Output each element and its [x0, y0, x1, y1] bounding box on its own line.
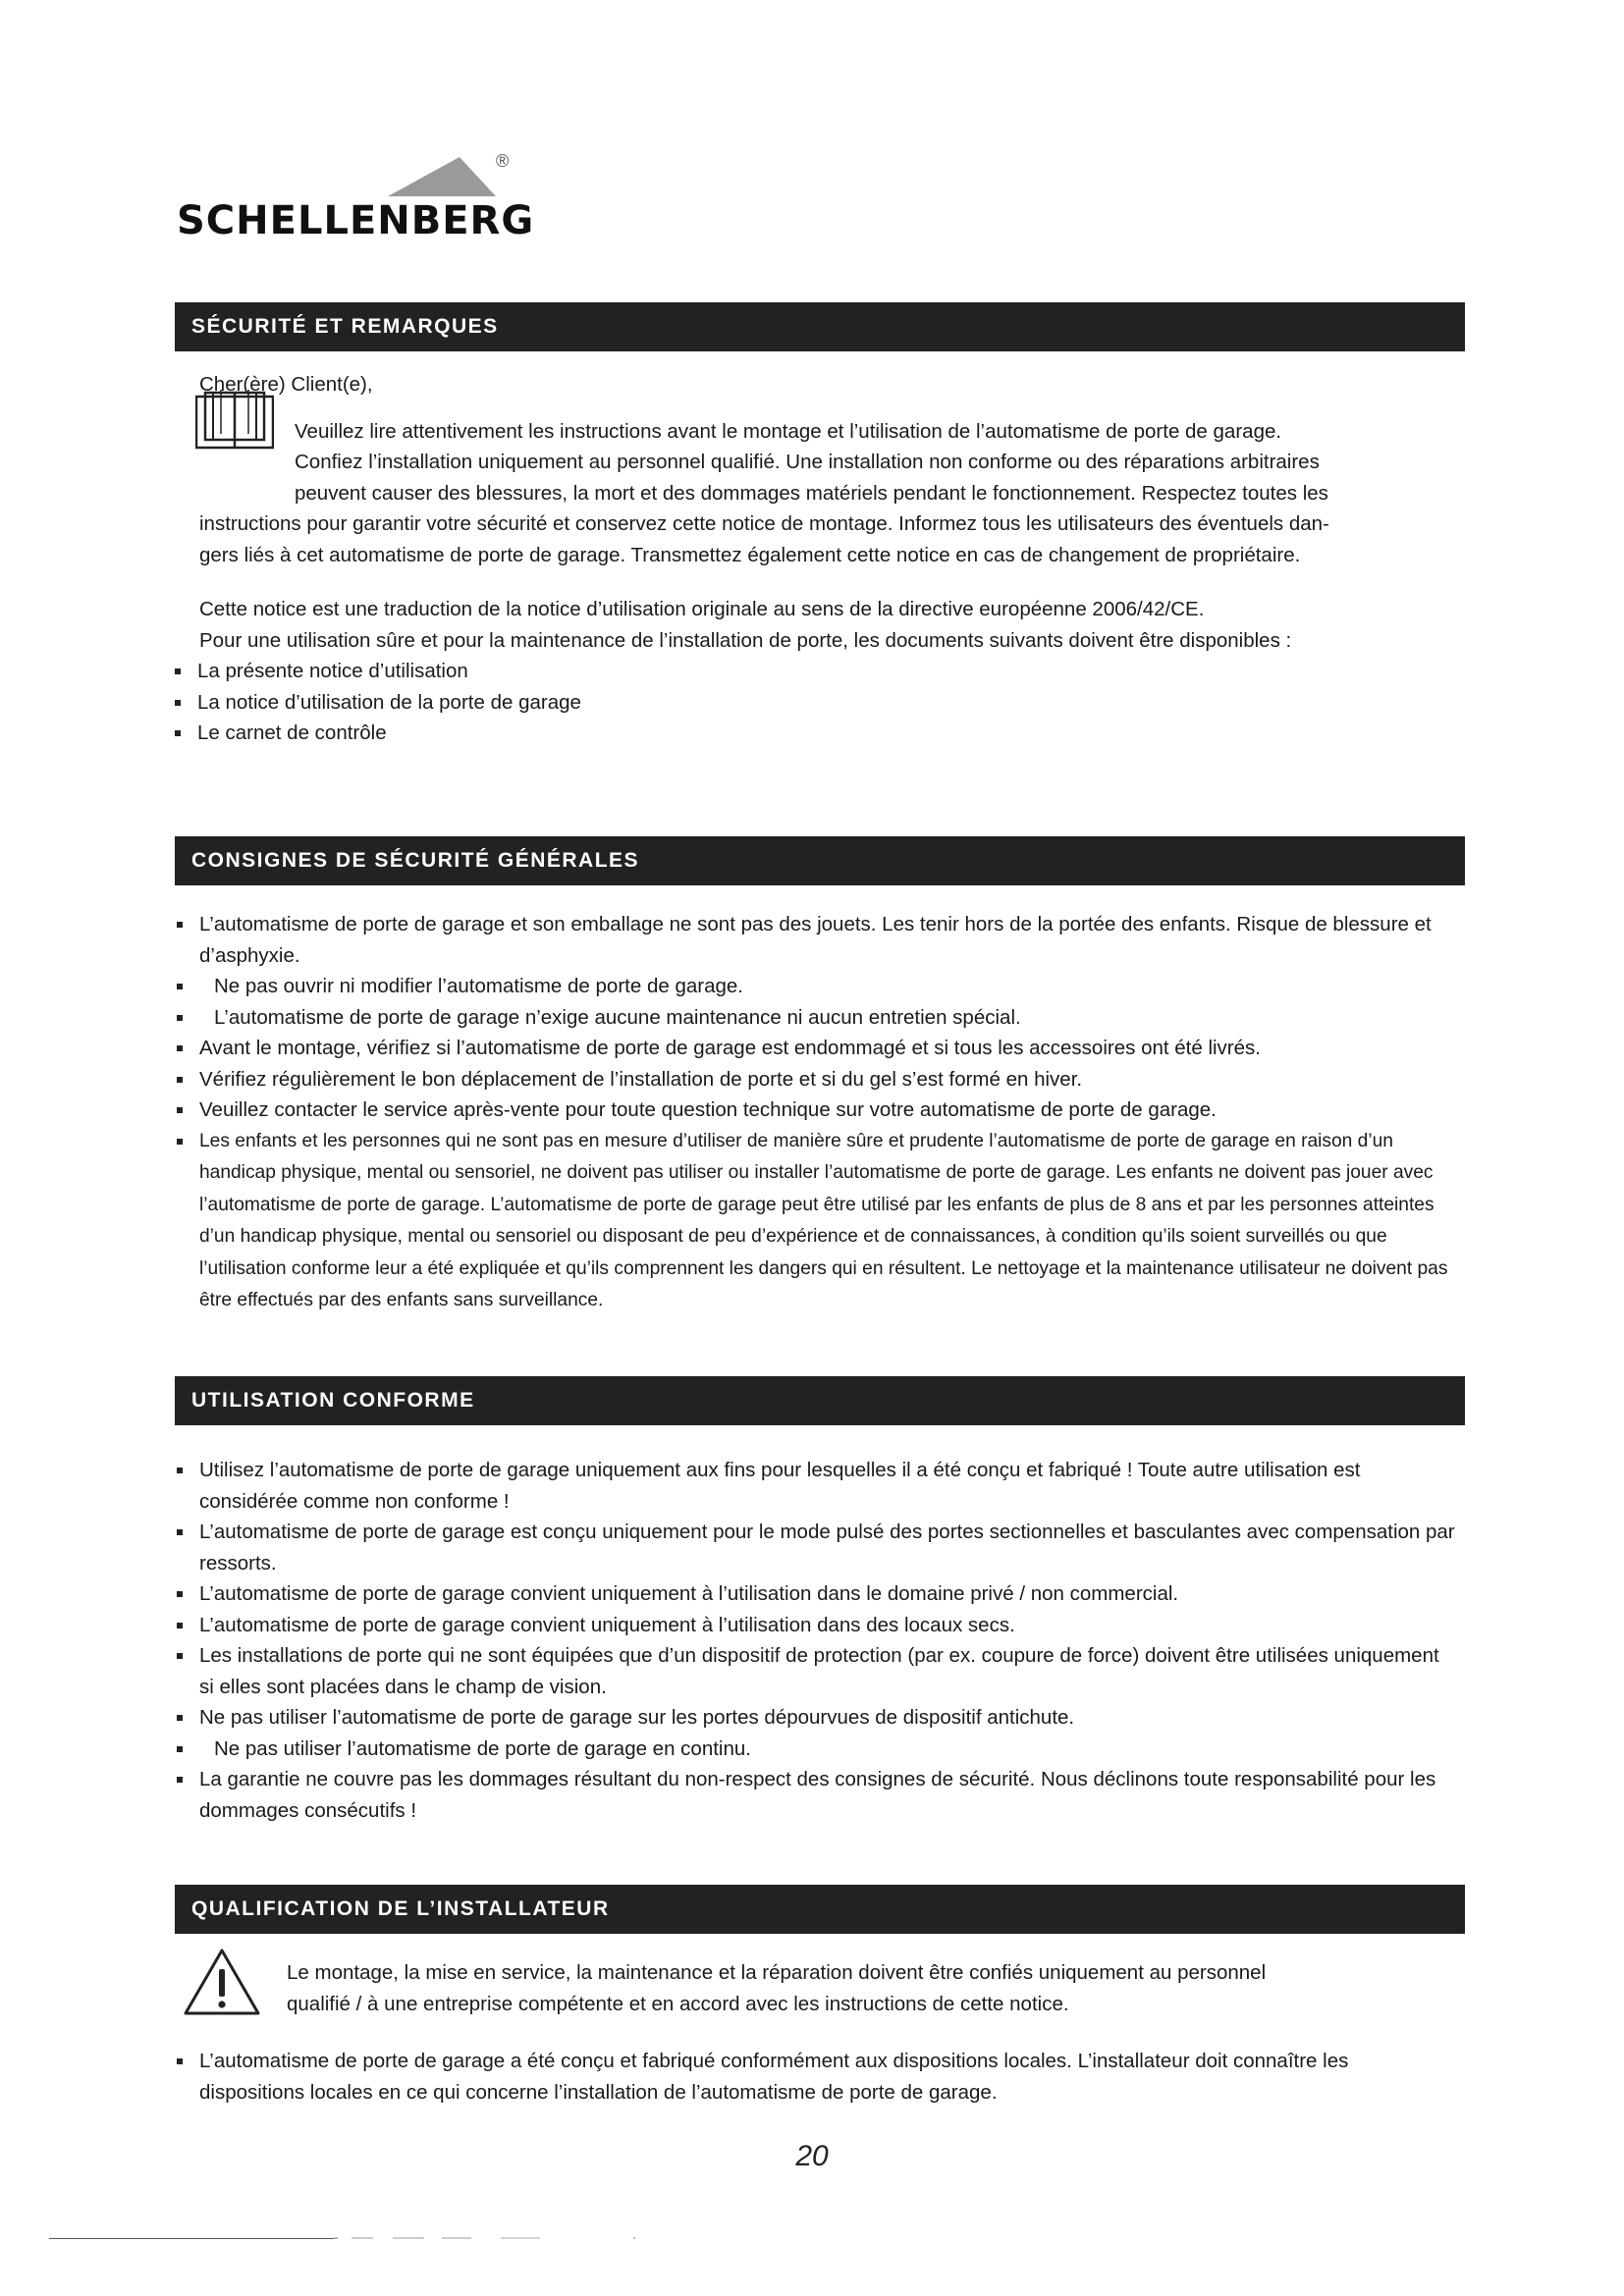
list-item: L’automatisme de porte de garage a été conçu et fabriqué conformément aux dispositions locales. L’installateur doit connaître les dispositions locales en ce qui concerne l’installation de l’automatisme de porte de garage.	[175, 2046, 1465, 2108]
list-item: Les enfants et les personnes qui ne sont pas en mesure d’utiliser de manière sûre et prudente l’automatisme de porte de garage en raison d’un handicap physique, mental ou sensoriel, ne doivent pas utiliser ou installer l’automatisme de porte de garage. Les enfants ne doivent pas jouer avec l’automatisme de porte de garage. L’automatisme de porte de garage peut être utilisé par les enfants de plus de 8 ans et par les personnes atteintes d’un handicap physique, mental ou sensoriel ou disposant de peu d’expérience et de connaissances, à condition qu’ils soient surveillés ou que l’utilisation conforme leur a été expliquée et qu’ils comprennent les dangers qui en résultent. Le nettoyage et la maintenance utilisateur ne doivent pas être effectués par des enfants sans surveillance.	[175, 1126, 1465, 1317]
brand-name: SCHELLENBERG	[177, 198, 535, 243]
list-item: Avant le montage, vérifiez si l’automatisme de porte de garage est endommagé et si tous les accessoires ont été livrés.	[175, 1033, 1465, 1064]
footer-divider	[49, 2238, 334, 2239]
list-item: L’automatisme de porte de garage convient uniquement à l’utilisation dans des locaux secs.	[175, 1610, 1465, 1641]
list-item: Le carnet de contrôle	[173, 718, 1465, 749]
qualification-list	[175, 2046, 1465, 2108]
section-qualification-installateur	[175, 1885, 1465, 2108]
section-title: QUALIFICATION DE L’INSTALLATEUR	[175, 1885, 1465, 1934]
note-line: Pour une utilisation sûre et pour la maintenance de l’installation de porte, les documents suivants doivent être disponibles :	[199, 628, 1292, 652]
list-item: L’automatisme de porte de garage est conçu uniquement pour le mode pulsé des portes sectionnelles et basculantes avec compensation par ressorts.	[175, 1517, 1465, 1578]
registered-mark: ®	[496, 151, 510, 171]
list-item: Veuillez contacter le service après-vente pour toute question technique sur votre automatisme de porte de garage.	[175, 1095, 1465, 1126]
list-item: La notice d’utilisation de la porte de garage	[173, 687, 1465, 719]
list-item: Utilisez l’automatisme de porte de garage uniquement aux fins pour lesquelles il a été conçu et fabriqué ! Toute autre utilisation est considérée comme non conforme !	[175, 1455, 1465, 1517]
footer-marks	[334, 2234, 648, 2240]
page-number: 20	[795, 2140, 829, 2172]
list-item: La garantie ne couvre pas les dommages résultant du non-respect des consignes de sécurité. Nous déclinons toute responsabilité pour les dommages consécutifs !	[175, 1764, 1465, 1826]
list-item: L’automatisme de porte de garage convient uniquement à l’utilisation dans le domaine privé / non commercial.	[175, 1578, 1465, 1610]
roof-logo-icon	[388, 155, 496, 196]
list-item: Les installations de porte qui ne sont équipées que d’un dispositif de protection (par ex. coupure de force) doivent être utilisées uniquement si elles sont placées dans le champ de vision.	[175, 1640, 1465, 1702]
intro-line: gers liés à cet automatisme de porte de garage. Transmettez également cette notice en cas de changement de propriétaire.	[199, 543, 1301, 566]
usage-list	[175, 1455, 1465, 1826]
section-utilisation-conforme	[175, 1376, 1465, 1826]
document-list	[173, 656, 1465, 749]
section-securite-remarques	[175, 302, 1465, 749]
intro-line: instructions pour garantir votre sécurité et conservez cette notice de montage. Informez tous les utilisateurs des éventuels dan-	[199, 512, 1329, 535]
safety-list	[175, 909, 1465, 1317]
brand-logo	[177, 151, 535, 253]
intro-line: Veuillez lire attentivement les instructions avant le montage et l’utilisation de l’automatisme de porte de garage.	[295, 419, 1282, 443]
book-icon	[195, 389, 274, 450]
list-item: Vérifiez régulièrement le bon déplacement de l’installation de porte et si du gel s’est formé en hiver.	[175, 1064, 1465, 1095]
note-line: Cette notice est une traduction de la notice d’utilisation originale au sens de la directive européenne 2006/42/CE.	[199, 598, 1205, 620]
list-item: L’automatisme de porte de garage n’exige aucune maintenance ni aucun entretien spécial.	[175, 1002, 1465, 1034]
intro-line: peuvent causer des blessures, la mort et des dommages matériels pendant le fonctionnement. Respectez toutes les	[295, 481, 1328, 505]
list-item: L’automatisme de porte de garage et son emballage ne sont pas des jouets. Les tenir hors de la portée des enfants. Risque de blessure et d’asphyxie.	[175, 909, 1465, 971]
section-consignes-securite	[175, 836, 1465, 1317]
list-item: Ne pas utiliser l’automatisme de porte de garage sur les portes dépourvues de dispositif antichute.	[175, 1702, 1465, 1734]
greeting: Cher(ère) Client(e),	[199, 373, 373, 396]
warning-line: qualifié / à une entreprise compétente et en accord avec les instructions de cette notice.	[287, 1992, 1069, 2015]
warning-line: Le montage, la mise en service, la maintenance et la réparation doivent être confiés uniquement au personnel	[287, 1961, 1267, 1984]
section-title: SÉCURITÉ ET REMARQUES	[175, 302, 1465, 351]
intro-line: Confiez l’installation uniquement au personnel qualifié. Une installation non conforme ou des réparations arbitraires	[295, 451, 1320, 473]
list-item: Ne pas ouvrir ni modifier l’automatisme de porte de garage.	[175, 971, 1465, 1002]
list-item: La présente notice d’utilisation	[173, 656, 1465, 687]
warning-icon	[183, 1948, 261, 2016]
section-title: UTILISATION CONFORME	[175, 1376, 1465, 1425]
section-title: CONSIGNES DE SÉCURITÉ GÉNÉRALES	[175, 836, 1465, 885]
list-item: Ne pas utiliser l’automatisme de porte de garage en continu.	[175, 1734, 1465, 1765]
